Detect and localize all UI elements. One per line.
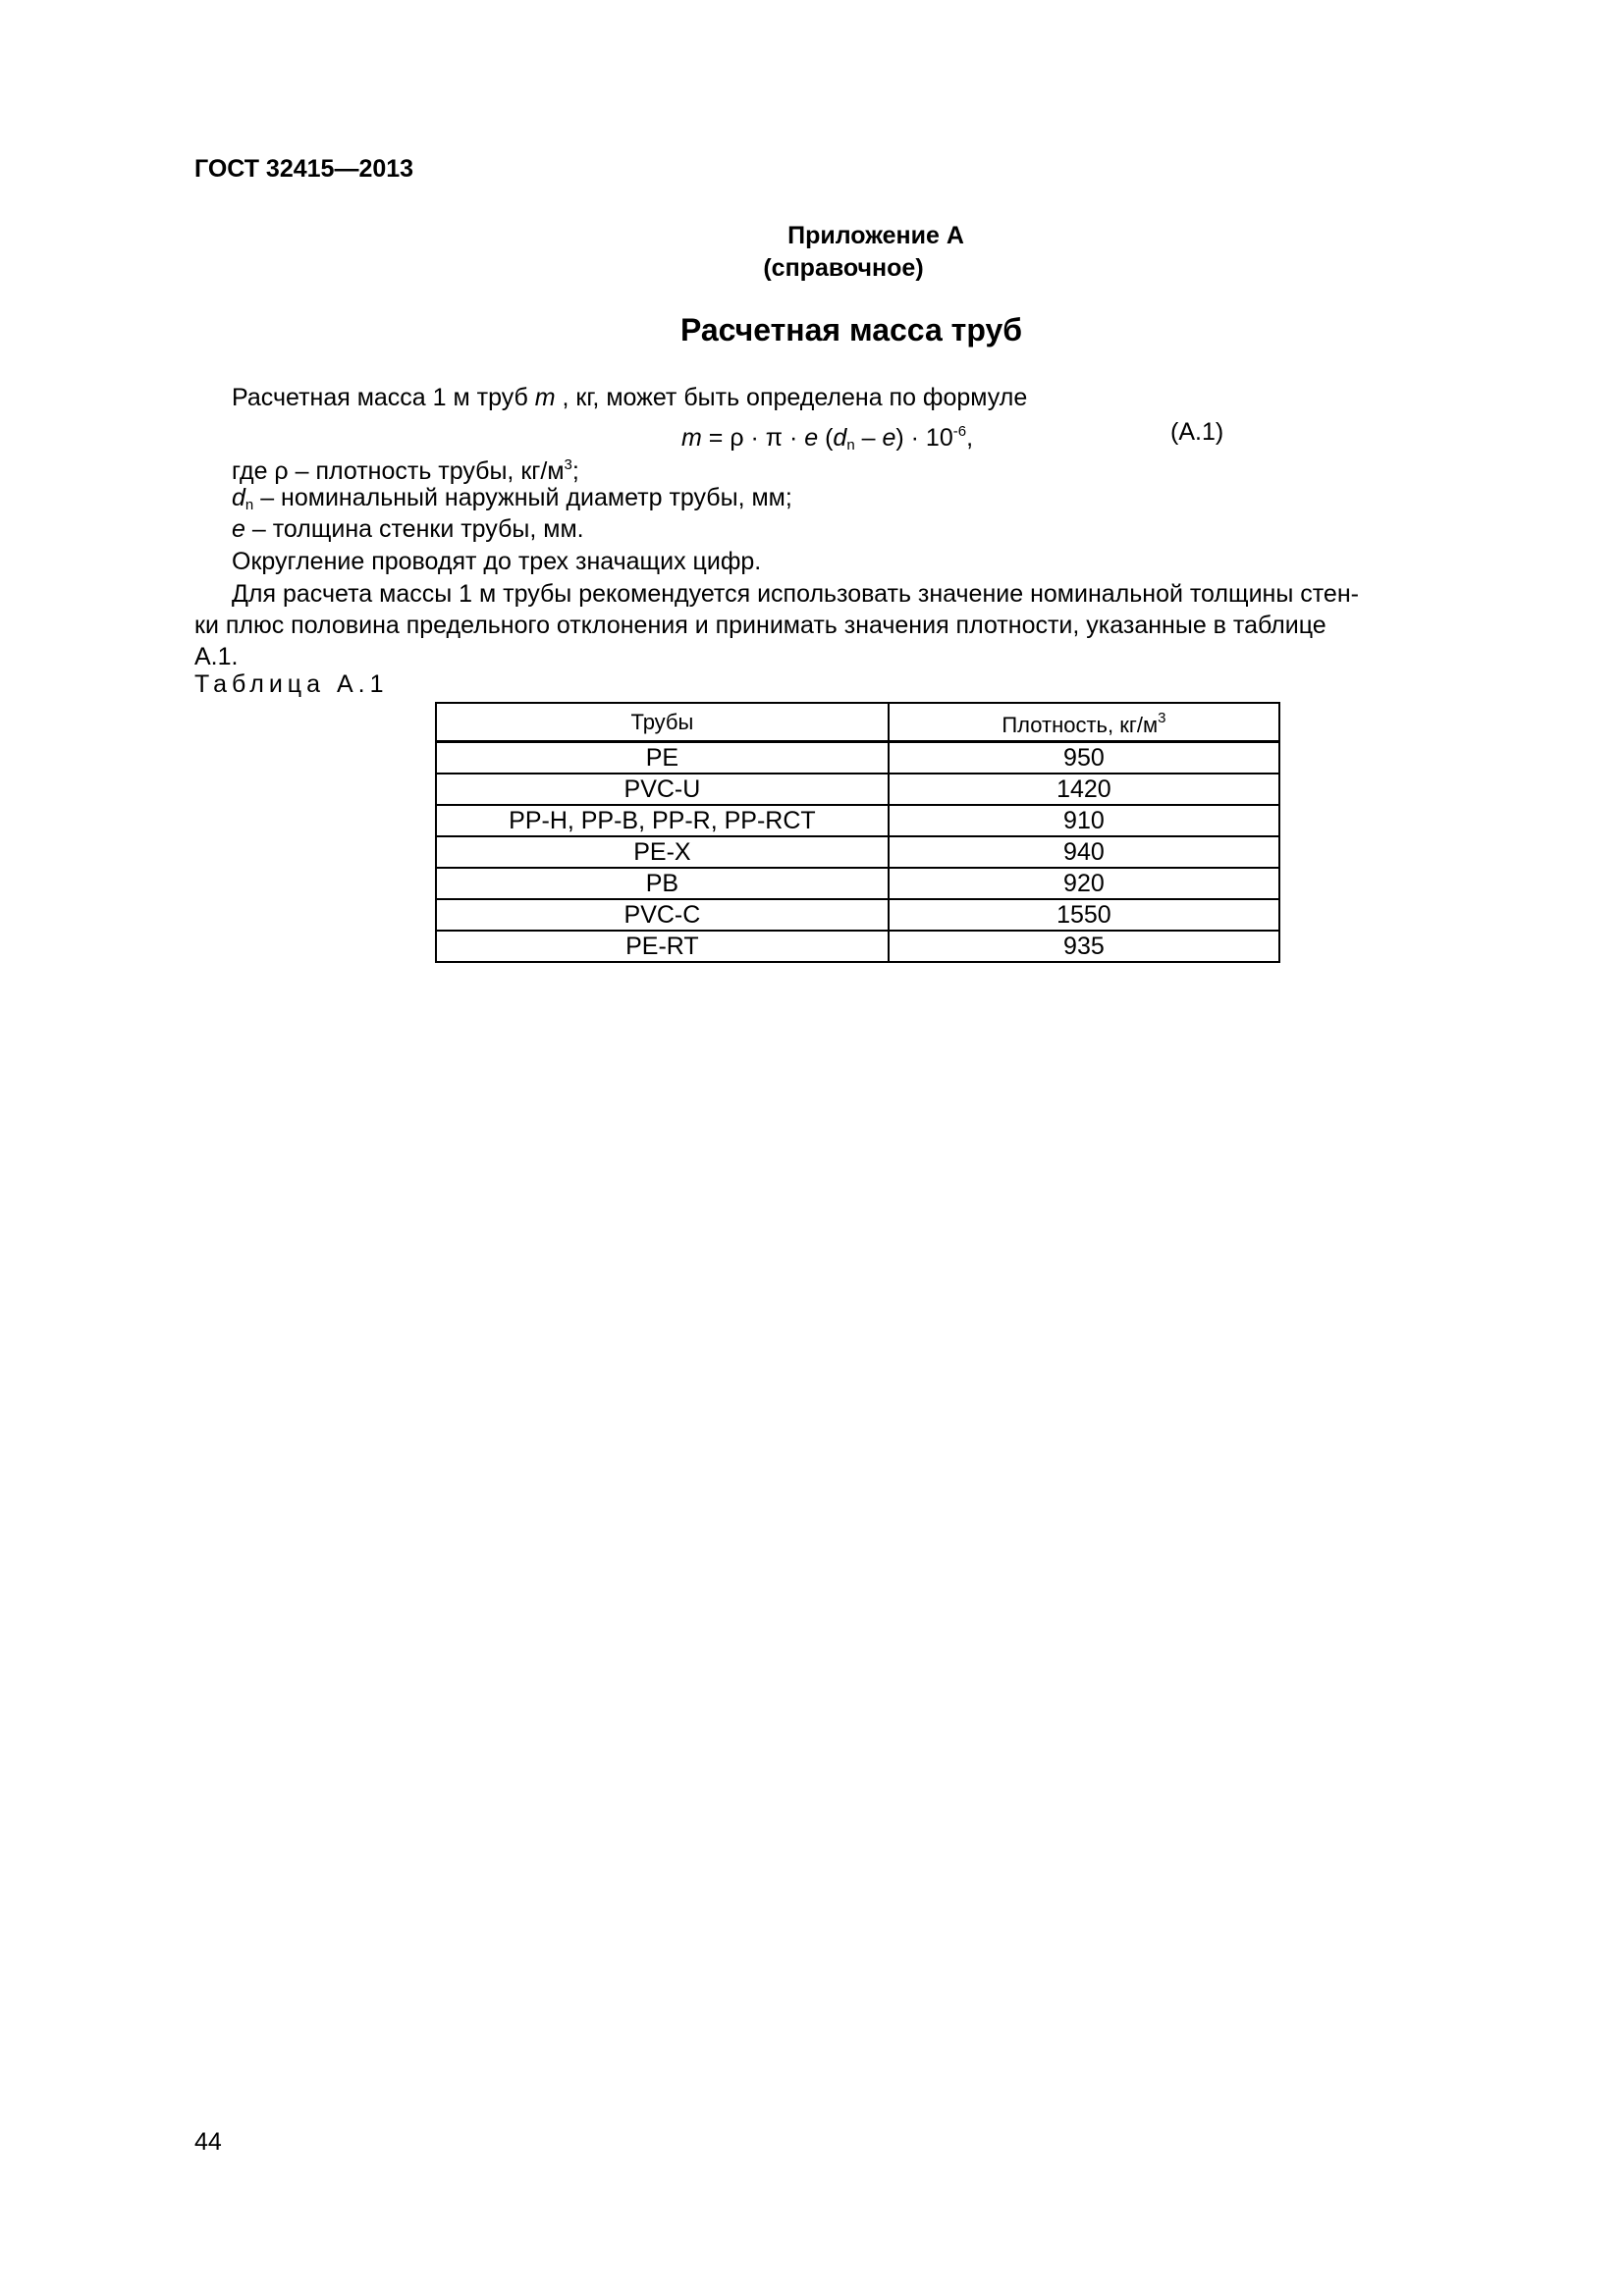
appendix-title: Приложение А xyxy=(787,222,964,249)
formula-open: ( xyxy=(818,424,834,452)
formula-m: m xyxy=(681,424,702,452)
formula-e2: e xyxy=(882,424,896,452)
formula-d: d xyxy=(833,424,847,452)
table-row xyxy=(436,774,1279,805)
definition-rho-suffix: ; xyxy=(571,457,579,485)
intro-var-m: m xyxy=(534,384,556,411)
cell-pipe: PVC-C xyxy=(436,899,889,931)
table-label: Таблица А.1 xyxy=(194,670,389,698)
appendix-type: (справочное) xyxy=(763,254,924,282)
cell-density: 935 xyxy=(889,931,1279,962)
definition-e-text: – толщина стенки трубы, мм. xyxy=(244,515,584,543)
document-header: ГОСТ 32415—2013 xyxy=(194,155,414,183)
formula-d-subscript: n xyxy=(846,437,855,454)
header-density-exponent: 3 xyxy=(1158,710,1166,726)
cell-pipe: PB xyxy=(436,868,889,899)
definition-rho-exponent: 3 xyxy=(564,456,572,473)
formula-number: (А.1) xyxy=(1170,418,1224,446)
header-density xyxy=(889,703,1279,742)
formula-a1 xyxy=(681,416,973,461)
section-title: Расчетная масса труб xyxy=(679,312,1023,347)
formula-minus: – xyxy=(854,424,883,452)
paragraph-line-1: Для расчета массы 1 м трубы рекомендуется использовать значение номинальной толщины стен- xyxy=(232,580,1359,608)
definition-rho-text: где ρ – плотность трубы, кг/м xyxy=(232,457,565,485)
density-table xyxy=(435,702,1280,963)
definition-d-text: – номинальный наружный диаметр трубы, мм; xyxy=(253,484,792,511)
cell-density: 910 xyxy=(889,805,1279,836)
table-header-row xyxy=(436,703,1279,742)
table-row xyxy=(436,836,1279,868)
cell-pipe: PE-X xyxy=(436,836,889,868)
table-row xyxy=(436,805,1279,836)
rounding-note: Округление проводят до трех значащих цифр. xyxy=(232,548,762,575)
table-row xyxy=(436,742,1279,774)
cell-pipe: PE-RT xyxy=(436,931,889,962)
cell-density: 1420 xyxy=(889,774,1279,805)
formula-rho-pi: = ρ · π · xyxy=(701,424,805,452)
formula-e: e xyxy=(804,424,819,452)
header-pipes: Трубы xyxy=(436,703,889,742)
page-number: 44 xyxy=(194,2128,222,2156)
intro-text-after: , кг, может быть определена по формуле xyxy=(555,384,1028,411)
cell-density: 940 xyxy=(889,836,1279,868)
cell-density: 1550 xyxy=(889,899,1279,931)
paragraph-line-3: А.1. xyxy=(194,643,239,670)
recommendation-paragraph xyxy=(194,578,1500,672)
cell-pipe: PP-H, PP-B, PP-R, PP-RCT xyxy=(436,805,889,836)
formula-comma: , xyxy=(966,424,974,452)
table-row xyxy=(436,931,1279,962)
definition-e-var: e xyxy=(232,515,245,543)
cell-density: 950 xyxy=(889,742,1279,774)
table-row xyxy=(436,899,1279,931)
formula-exponent: -6 xyxy=(952,423,967,440)
definition-e xyxy=(232,513,584,545)
intro-sentence xyxy=(232,382,1027,413)
formula-close: ) · 10 xyxy=(895,424,953,452)
header-density-text: Плотность, кг/м xyxy=(1001,713,1159,737)
table-row xyxy=(436,868,1279,899)
definition-d-subscript: n xyxy=(244,497,254,513)
intro-text-before: Расчетная масса 1 м труб xyxy=(232,384,535,411)
appendix-heading xyxy=(0,220,1624,285)
definition-d-var: d xyxy=(232,484,245,511)
cell-pipe: PE xyxy=(436,742,889,774)
paragraph-line-2: ки плюс половина предельного отклонения и принимать значения плотности, указанные в таблице xyxy=(194,612,1326,639)
cell-pipe: PVC-U xyxy=(436,774,889,805)
cell-density: 920 xyxy=(889,868,1279,899)
